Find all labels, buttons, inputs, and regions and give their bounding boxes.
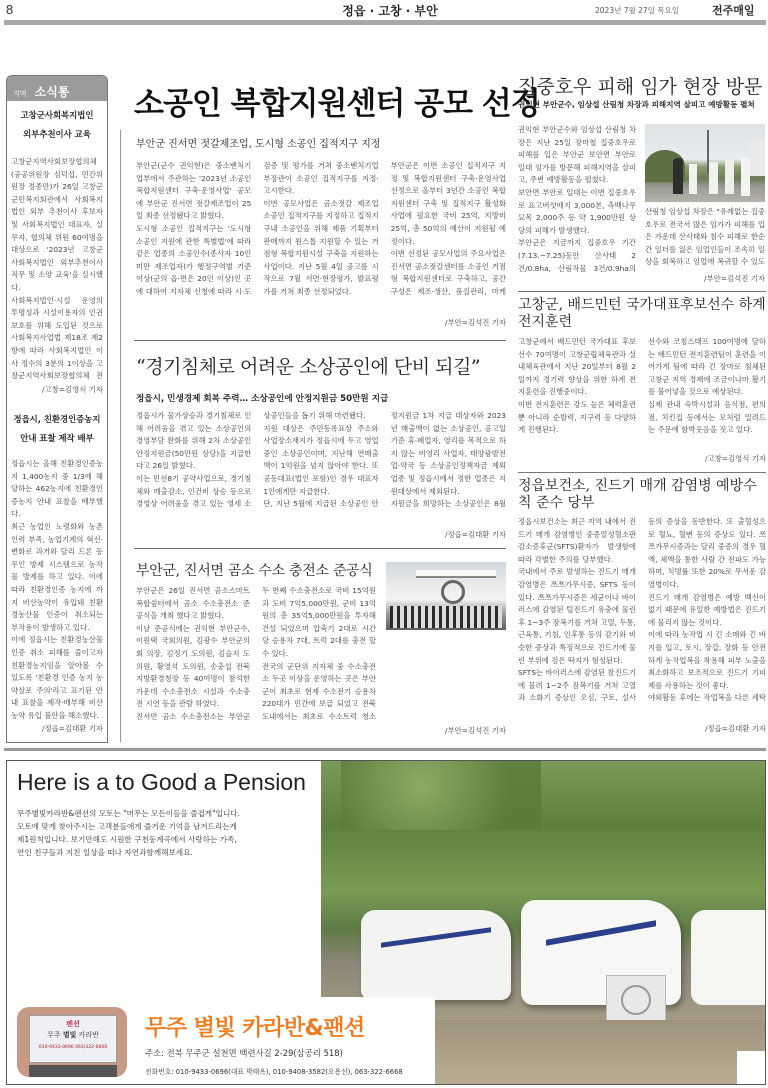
flood-byline: /부안=김석진 기자	[703, 274, 765, 283]
sign-phones: 010-9433-0696 063)322-6668	[38, 1045, 108, 1050]
sidebar-article	[7, 106, 107, 394]
flood-body: 권익현 부안군수와 임상섭 산림청 차장은 지난 25일 장마철 집중호우로 피해를 입은 부안군 보안면 부안로 일대 임가를 방문해 피해지역을 살피고, 주변 예방활동을 펼쳤다. 보안면 부안로 일대는 이번 집중호우로 표고버섯배지 3,000본, 측백나무 묘목 2,000주 등 약 1,900만원 상당의 피해가 발생했다. 부안군은 지금까지 집중호우 기간(7.13.~7.25)동안 산사태 2건/0.8ha, 산림작물 3건/0.9ha의	[518, 125, 636, 273]
main-subhead: 부안군 진서면 젓갈제조업, 도시형 소공인 집적지구 지정	[136, 139, 381, 150]
badminton-body: 고창군에서 배드민턴 국가대표 후보선수 70여명이 고창군립체육관과 실내체육관에서 지난 20일부터 8월 2일까지 경기력 향상을 위한 하계 전지훈련을 진행중이다. 이번 전지훈련은 강도 높은 체력훈련뿐 아니라 순발력, 지구력 등 다양하게 진행된다. 선수와 코칭스태프 100여명에 달하는 배드민턴 전지훈련팀이 훈련을 이어가게 됨에 따라 긴 장마로 침체된 고창군 지역 경제에 조금이나마 활기를 불어넣을 것으로 예상된다. 실제 관내 숙박시설과 음식점, 편의점, 치킨집 등에서는 모처럼 밀려드는 주문에 함박웃음을 짓고 있다.	[518, 337, 766, 435]
main-headline: 소공인 복합지원센터 공모 선정	[134, 86, 540, 122]
sign-word: 카라반	[78, 1031, 99, 1039]
sidebar-title-bar	[7, 76, 107, 101]
subsidy-subhead: 정읍시, 민생경제 회복 주력… 소상공인에 안정지원금 50만원 지급	[136, 394, 389, 404]
flood-headline: 집중호우 피해 임가 현장 방문	[518, 76, 763, 98]
hydrogen-headline: 부안군, 진서면 곰소 수소 충전소 준공식	[136, 563, 373, 579]
sidebar-article	[7, 410, 107, 733]
ad-address: 주소: 전북 무주군 설천면 백련사길 2-29(삼공리 518)	[145, 1048, 343, 1058]
page-header	[0, 0, 768, 30]
sign-word: 별빛	[62, 1031, 77, 1039]
pension-ad	[6, 760, 766, 1085]
subsidy-headline: “경기침체로 어려운 소상공인에 단비 되길”	[136, 356, 481, 378]
main-article-byline: /부안=김석진 기자	[444, 318, 506, 327]
article-body: 정읍시는 올해 친환경인증농지 1,400농지 중 1/3에 해당하는 462농지에 친환경인증농지 안내 표찰을 배부했다. 최근 농업인 노령화와 농촌인력 부족, 농업기계의 혁신·변화로 과거와 달리 드론 등 무인 방제 시스템으로 농작물 방제를 하고 있다. 이에 따라 친환경인증 농지에 까지 비산농약이 유입돼 친환경농산물 인증이 취소되는 부작용이 발생하고 있다. 이에 정읍시는 친환경농산물 인증 취소 피해를 줄이고자 친환경농지임을 알아볼 수 있도록 '친환경 인증 농지 농약살포 주의'라고 표기된 안내 표찰을 제작·배부해 비산농약 유입 불안을 해소했다.	[11, 459, 103, 720]
sign-word: 무주	[47, 1031, 61, 1039]
divider	[134, 340, 506, 341]
flood-photo	[645, 124, 765, 202]
badminton-headline: 고창군, 배드민턴 국가대표후보선수 하계 전지훈련	[518, 297, 766, 330]
article-byline: /정읍=김대환 기자	[41, 724, 103, 733]
column-divider	[120, 130, 121, 742]
section-rule	[4, 748, 766, 751]
section-title: 정읍 · 고창 · 부안	[342, 4, 438, 18]
flood-subhead: 권익현 부안군수, 임상섭 산림청 차장과 피해지역 살피고 예방활동 펼쳐	[518, 100, 755, 109]
newspaper-name: 전주매일	[712, 4, 755, 17]
tick-body: 정읍시보건소는 최근 지역 내에서 진드기 매개 감염병인 중증열성혈소판감소증후군(SFTS)환자가 발생함에 따라 각별한 주의를 당부했다. 국내에서 주로 발생하는 진드기 매개 감염병은 쯔쯔가무시증, SFTS 등이 있다. 쯔쯔가무시증은 세균이나 바이러스에 감염된 털진드기 유충에 물린 후 1~3주 잠복기를 거쳐 고열, 두통, 근육통, 기침, 인후통 등의 감기와 비슷한 증상과 특징적으로 진드기에 물린 부위에 검은 딱지가 형성된다. SFTS는 바이러스에 감염된 참진드기에 물려 1~2주 잠복기를 거쳐 고열과 소화기 증상인 오심, 구토, 설사 등의 증상을 동반한다. 또 출혈성으로 혈뇨, 혈변 등의 증상도 있다. 쯔쯔가무시증과는 달리 중증의 경우 혈액, 체액을 통한 사람 간 전파도 가능하며, 치명률 또한 20%로 무서운 감염병이다. 진드기 매개 감염병은 예방 백신이 없기 때문에 유일한 예방법은 진드기에 물리지 않는 것이다. 이에 따라 농작업 시 긴 소매와 긴 바지를 입고, 토시, 장갑, 장화 등 안전하게 농작업복을 착용해 피부 노출을 최소화하고 보조적으로 진드기 기피제를 사용하는 것이 좋다. 야외활동 후에는 작업복을 다른 세탁	[518, 517, 766, 703]
article-body: 고창군지역사회보장협의체(공공위원장 심덕섭, 민간위원장 정종만)가 26일 고창군 군민복지회관에서 사회복지법인 외부 추천이사 후보자 및 사회복지법인 대표자, 실무자, 협의체 위원 60여명을 대상으로 '2023년 고창군 사회복지법인 외부추천이사 직무 및 소양 교육'을 실시했다. 사회복지법인·시설 운영의 투명성과 시설이용자의 인권보호를 위해 도입된 것으로 사회복지사업법 제18조 제2항에 따라 사회복지법인 이사 정수의 3분의 1이상을 고창군지역사회보장협의체 전	[11, 157, 103, 381]
divider	[134, 548, 506, 549]
header-rule	[4, 20, 766, 25]
issue-date: 2023년 7월 27일 목요일	[595, 6, 680, 15]
hydrogen-photo	[386, 562, 506, 630]
ad-text-panel-right	[737, 1051, 766, 1085]
hydrogen-body: 부안군은 26일 진서면 곰소스마트복합쉼터에서 곰소 수소충전소 준공식을 개최 했다고 밝혔다. 이날 준공식에는 권익현 부안군수, 이원택 국회의원, 김광수 부안군의회 의장, 김정기 도의원, 김슬지 도의원, 황영석 도의원, 송충섭 전북지방환경청장 등 40여명이 참석한 가운데 수소충전소 시설과 수소충전 시연 등을 관람 하였다. 진서면 곰소 수소충전소는 부안군 두 번째 수소충전소로 국비 15억원과 도비 7억5,000만원, 군비 13억원의 총 35억5,000만원을 투자해 건설 되었으며 압축기 2대로 시간당 승용차 7대, 트럭 2대를 충전 할 수 있다. 전국의 군단위 지자체 중 수소충전소 두곳 이상을 운영하는 곳은 부안군이 최초로 현재 수소전기 승용차 220대가 민간에 보급 되었고 전북도내에서는 최초로 수소트럭 청소	[136, 586, 376, 721]
ad-business-name: 무주 별빛 카라반&팬션	[145, 1016, 365, 1041]
page-number: 8	[6, 2, 14, 17]
pension-sign-photo	[17, 1007, 127, 1077]
ad-description: 무주별빛카라반&펜션의 모토는 "머무는 모든이들을 즐겁게"입니다. 모토에 맞게 찾아주시는 고객분들에게 즐거운 기억을 남겨드리는게 제1원칙입니다. 보기만해도 시원한 구천동계곡에서 사랑하는 가족, 연인 친구들과 지친 일상을 떠나 자연과함께해보세요.	[17, 809, 241, 857]
main-article-body: 부안군(군수 권익현)은 중소벤처기업부에서 주관하는 '2023년 소공인 복합지원센터 구축·운영사업' 공모에 부안군 진서면 젓갈제조업이 25일 최종 선정됐다고 밝혔다. 도시형 소공인 집적지구는 '도시형소공인 지원에 관한 특별법'에 따라 같은 업종의 소공인수(종사자 10인 미만 제조업자)가 행정구역별 기준 이상(군의 읍·면은 20인 이상)인 곳에 대하여 지자체 신청에 따라 시·도 검증 및 평가를 거쳐 중소벤처기업부장관이 소공인 집적지구를 지정·고시한다. 이번 공모사업은 곰소젓갈 제조업 소공인 집적지구를 지정하고 집적지구내 소공인을 위해 제품 기획부터 판매까지 원스톱 지원할 수 있는 거점형 복합지원시설 구축을 지원하는 사업이다. 지난 5월 4일 공고를 시작으로 7월 서면·현장평가, 발표평가를 거쳐 최종 선정되었다. 부안군은 이번 소공인 집적지구 지정 및 복합지원센터 구축·운영사업 선정으로 올부터 3년간 소공인 복합지원센터 구축 및 집적지구 활성화 사업에 필요한 국비 25억, 지방비 25억, 총 50억의 예산이 지원될 예정이다. 이번 선정된 공모사업의 주요사업은 진서면 곰소젓갈센터를 소공인 거점형 복합지원센터로 구축하고, 공간구성은 제조·생산, 품질관리, 마케	[136, 161, 506, 296]
divider	[518, 291, 766, 292]
tick-headline: 정읍보건소, 진드기 매개 감염병 예방수칙 준수 당부	[518, 478, 757, 511]
sidebar-tag: 지역	[13, 90, 27, 98]
badminton-byline: /고창=김영식 기자	[704, 454, 766, 463]
tick-byline: /정읍=김대환 기자	[704, 724, 766, 733]
ad-phone: 전화번호: 010-9433-0696(대표 박태옥), 010-9408-3582(오용선), 063-322-6668	[145, 1068, 403, 1076]
hydrogen-byline: /부안=김석진 기자	[444, 726, 506, 735]
article-byline: /고창=김영식 기자	[41, 385, 103, 394]
article-title: 고창군사회복지법인 외부추천이사 교육	[20, 110, 94, 139]
ad-slogan: Here is a to Good a Pension	[17, 769, 306, 795]
sign-word: 펜션	[66, 1020, 80, 1028]
flood-photo-caption: 산림청 임상섭 차장은 "유례없는 집중호우로 전국서 많은 임가가 피해를 입은 가운데 산사태와 침수 피해로 한순간 일터를 잃은 임업인들이 조속히 일상을 회복하고 임업에 복귀할 수 있도	[645, 207, 765, 267]
sidebar-title: 소식통	[34, 85, 70, 99]
article-title: 정읍시, 친환경인증농지 안내 표찰 제작 배부	[13, 414, 101, 443]
subsidy-byline: /정읍=김대환 기자	[444, 530, 506, 539]
sidebar-box	[6, 75, 108, 743]
subsidy-body: 정읍시가 물가상승과 경기침체로 인해 어려움을 겪고 있는 소상공인의 경영부담 완화를 위해 2차 소상공인 안정지원금(50만원 상당)을 지급한다고 26일 밝혔다. 이는 민선8기 공약사업으로, 경기침체와 매출감소, 인건비 상승 등으로 경영상 어려움을 겪고 있는 영세 소상공인들을 돕기 위해 마련됐다. 지원 대상은 주민등록표상 주소와 사업장소재지가 정읍시에 두고 영업중인 소상공인이며, 지난해 연매출액이 1억원을 넘지 않아야 한다. 또 공동대표(법인 포함)인 경우 대표자 1인에게만 지급한다. 단, 지난 5월에 지급된 소상공인 안정지원금 1차 지급 대상자와 2023년 매출액이 없는 소상공인, 공고일 기준 휴·폐업자, 영리를 목적으로 하지 않는 비영리 사업자, 태양광발전업·약국 등 소상공인정책자금 제외업종 및 정읍시에서 정한 업종은 지원대상에서 제외된다. 지원금을 희망하는 소상공인은 8월	[136, 411, 506, 509]
divider	[518, 472, 766, 473]
